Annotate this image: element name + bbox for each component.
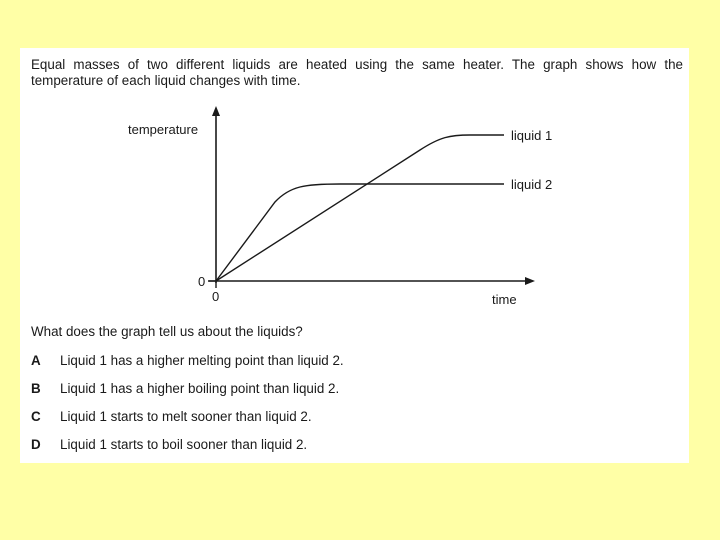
question-prompt: What does the graph tell us about the liquids?	[31, 324, 303, 339]
question-card	[20, 48, 689, 463]
y-origin-label: 0	[198, 274, 206, 289]
x-origin-label: 0	[212, 289, 220, 304]
series-label-liquid-2: liquid 2	[511, 177, 553, 192]
option-letter: B	[31, 381, 41, 396]
temperature-time-graph	[20, 48, 689, 318]
option-letter: D	[31, 437, 41, 452]
series-line-liquid-2	[216, 184, 504, 281]
option-letter: C	[31, 409, 41, 424]
y-axis-arrow	[212, 106, 220, 116]
series-label-liquid-1: liquid 1	[511, 128, 553, 143]
option-text: Liquid 1 has a higher melting point than liquid 2.	[60, 353, 344, 368]
question-intro: Equal masses of two different liquids are heated using the same heater. The graph shows how the temperature of each liquid changes with time.	[31, 57, 683, 88]
option-text: Liquid 1 has a higher boiling point than liquid 2.	[60, 381, 340, 396]
option-text: Liquid 1 starts to melt sooner than liquid 2.	[60, 409, 312, 424]
option-text: Liquid 1 starts to boil sooner than liquid 2.	[60, 437, 308, 452]
x-axis-label: time	[492, 292, 517, 307]
x-axis-arrow	[525, 277, 535, 285]
option-letter: A	[31, 353, 41, 368]
series-line-liquid-1	[216, 135, 504, 281]
y-axis-label: temperature	[128, 122, 199, 137]
